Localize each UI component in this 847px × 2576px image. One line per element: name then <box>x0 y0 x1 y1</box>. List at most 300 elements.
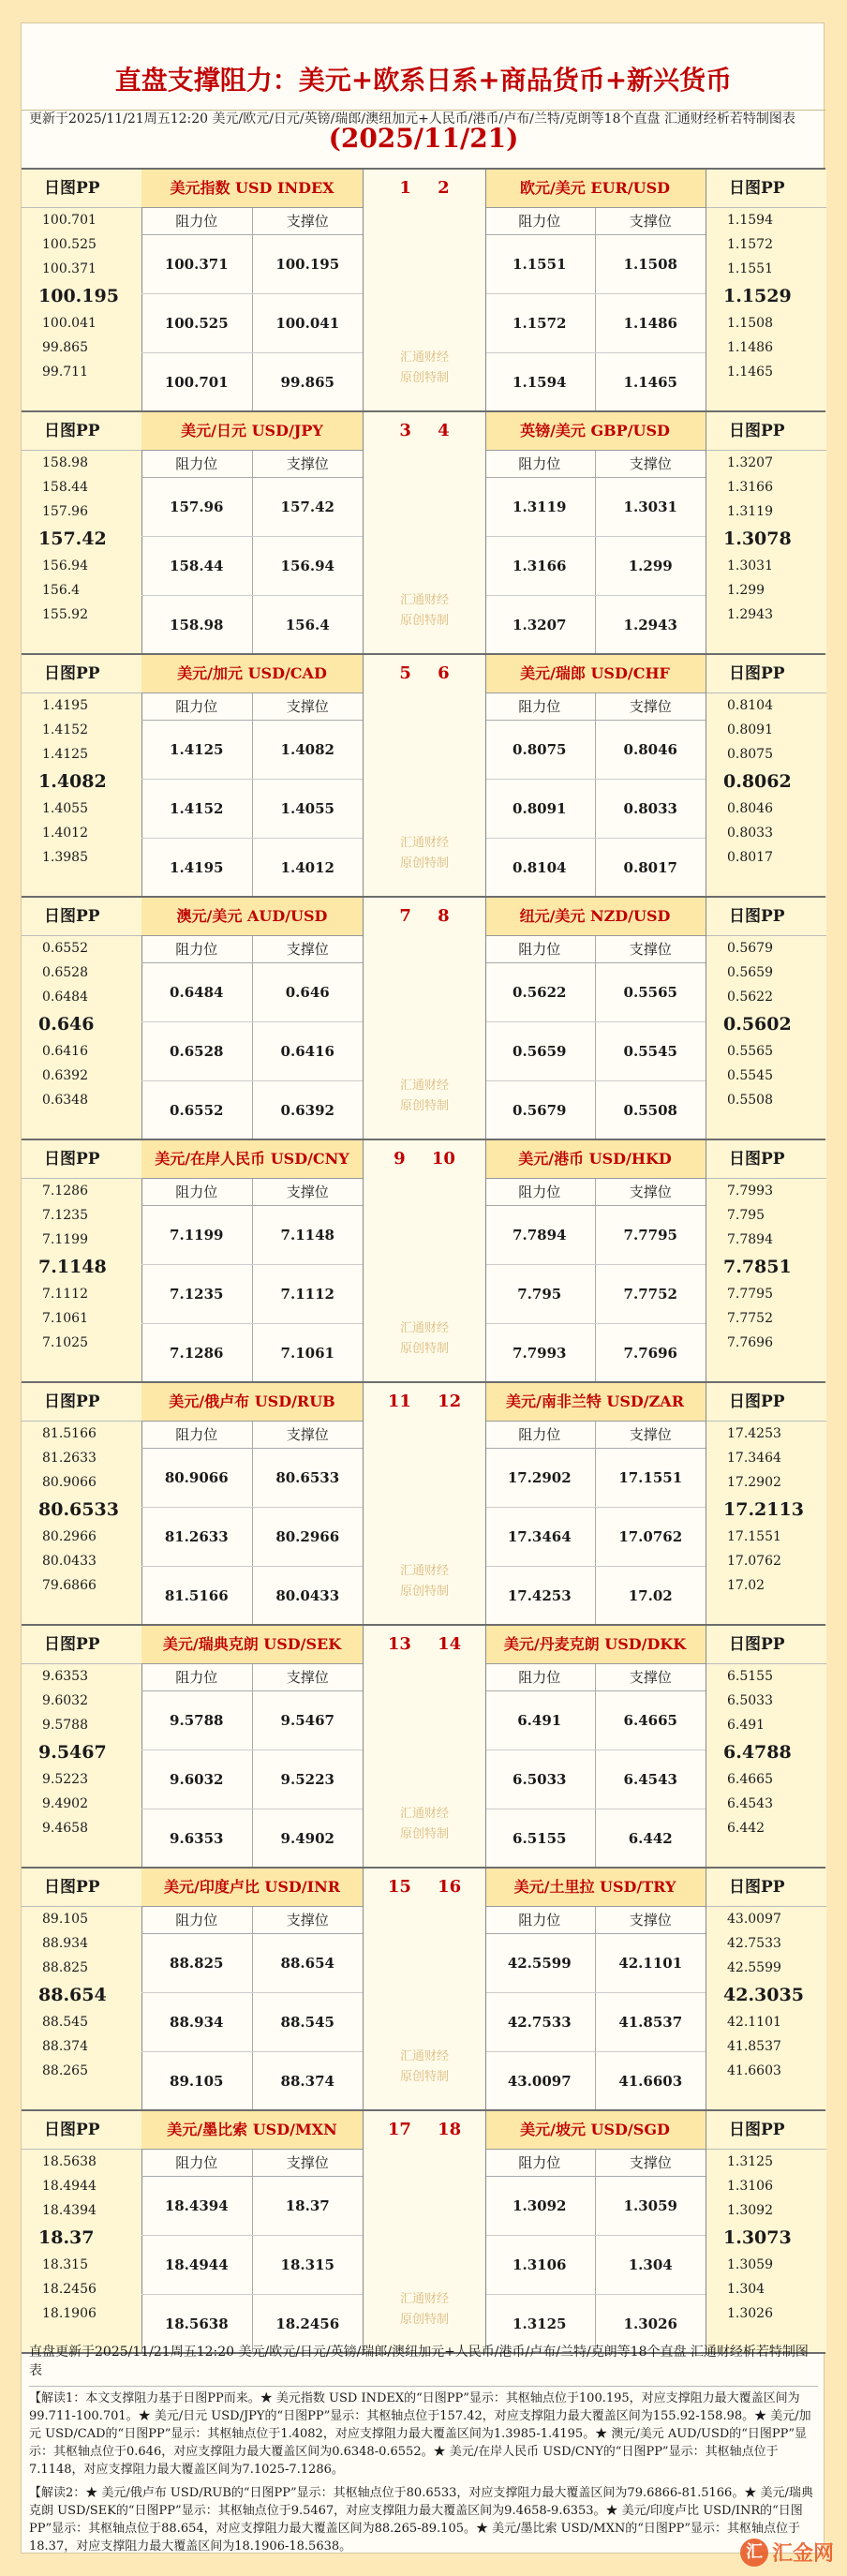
resistance-value: 0.8104 <box>484 839 596 897</box>
pivot-value: 17.2113 <box>723 1499 804 1520</box>
pair-numbers: 11 12 <box>387 1392 462 1411</box>
pivot-value: 18.37 <box>38 2227 95 2248</box>
pair-block <box>22 2109 825 2354</box>
pp-column-left <box>22 412 142 653</box>
support-value: 1.3059 <box>623 2197 677 2214</box>
resistance-header: 阻力位 <box>484 693 596 720</box>
support-value: 1.1508 <box>623 256 677 273</box>
pp-value: 81.2633 <box>42 1451 97 1466</box>
pair-column-right <box>484 655 706 896</box>
pivot-table <box>22 168 825 2354</box>
pp-value: 7.1235 <box>42 1208 88 1223</box>
pp-title: 日图PP <box>706 1383 826 1422</box>
pp-value: 0.6528 <box>42 965 88 980</box>
resistance-value: 9.6353 <box>141 1809 253 1868</box>
pp-value: 7.7696 <box>727 1335 773 1350</box>
level-row <box>141 1324 363 1382</box>
level-header <box>484 1422 706 1449</box>
level-header <box>484 1179 706 1206</box>
resistance-value: 100.701 <box>141 353 253 411</box>
pp-value: 1.4012 <box>42 826 88 841</box>
resistance-value: 1.3106 <box>484 2236 596 2294</box>
level-row <box>484 1567 706 1625</box>
pp-value: 41.8537 <box>727 2039 781 2054</box>
pair-column-right <box>484 2111 706 2352</box>
resistance-value: 81.5166 <box>141 1567 253 1625</box>
support-header: 支撑位 <box>286 698 329 715</box>
note-2: 【解读2：★ 美元/俄卢布 USD/RUB的“日图PP”显示：其枢轴点位于80.6533，对应支撑阻力最大覆盖区间为79.6866-81.5166。★ 美元/瑞典克朗 USD/SEK的“日图PP”显示：其枢轴点位于9.5467，对应支撑阻力最大覆盖区间为9.4658-9.6353。★ 美元/印度卢比 USD/INR的“日图PP”显示：其枢轴点位于88.654，对应支撑阻力最大覆盖区间为88.265-89.105。★ 美元/墨比索 USD/MXN的“日图PP”显示：其枢轴点位于18.37，对应支撑阻力最大覆盖区间为18.1906-18.5638。 <box>29 2486 813 2554</box>
update-text: 更新于2025/11/21周五12:20 美元/欧元/日元/英镑/瑞郎/澳纽加元+人民币/港币/卢布/兰特/克朗等18个直盘 <box>29 112 661 127</box>
pivot-value: 0.5602 <box>723 1014 792 1035</box>
pair-numbers: 3 4 <box>399 421 450 440</box>
pp-value: 156.4 <box>42 583 81 598</box>
pp-value: 80.2966 <box>42 1529 97 1544</box>
resistance-header: 阻力位 <box>484 2150 596 2176</box>
support-value: 100.041 <box>275 315 340 332</box>
pp-column-left <box>22 170 142 410</box>
support-header: 支撑位 <box>629 941 672 958</box>
level-header <box>141 1179 363 1206</box>
level-row <box>141 235 363 294</box>
level-row <box>484 353 706 411</box>
pp-value: 1.3119 <box>727 504 773 519</box>
pp-column-right <box>706 1140 826 1381</box>
level-row <box>484 1750 706 1809</box>
pp-value: 42.7533 <box>727 1936 781 1951</box>
pp-value: 7.7752 <box>727 1311 773 1326</box>
pp-value: 1.4055 <box>42 801 88 816</box>
pp-title: 日图PP <box>22 1140 141 1179</box>
pair-column-left <box>141 2111 363 2352</box>
support-header: 支撑位 <box>629 1669 672 1686</box>
level-row <box>141 1449 363 1508</box>
level-header <box>484 2150 706 2177</box>
support-value: 18.2456 <box>275 2315 340 2332</box>
center-column <box>363 1383 486 1624</box>
support-value: 1.4082 <box>280 741 334 758</box>
pair-name: 美元/印度卢比 USD/INR <box>141 1869 363 1907</box>
pp-value: 9.4902 <box>42 1796 88 1811</box>
resistance-value: 0.8075 <box>484 721 596 779</box>
center-column <box>363 2111 486 2352</box>
resistance-value: 1.1551 <box>484 235 596 293</box>
support-header: 支撑位 <box>629 1912 672 1928</box>
pp-value: 6.5033 <box>727 1693 773 1708</box>
watermark-stamp: 汇通财经 原创特制 <box>399 350 449 385</box>
support-value: 0.8017 <box>623 859 677 876</box>
support-value: 88.374 <box>280 2073 334 2090</box>
pp-column-right <box>706 170 826 410</box>
pair-name: 美元/俄卢布 USD/RUB <box>141 1383 363 1422</box>
pp-title: 日图PP <box>706 2111 826 2150</box>
level-row <box>141 596 363 654</box>
pivot-value: 42.3035 <box>723 1985 804 2005</box>
level-row <box>141 1508 363 1567</box>
support-value: 9.5467 <box>280 1712 334 1729</box>
support-value: 41.6603 <box>618 2073 683 2090</box>
pair-column-left <box>141 1869 363 2109</box>
pp-value: 6.442 <box>727 1821 765 1836</box>
support-value: 18.37 <box>285 2197 330 2214</box>
pp-value: 41.6603 <box>727 2063 781 2078</box>
resistance-value: 17.2902 <box>484 1449 596 1507</box>
resistance-header: 阻力位 <box>484 451 596 477</box>
level-row <box>484 596 706 654</box>
resistance-header: 阻力位 <box>484 1907 596 1933</box>
pp-column-right <box>706 655 826 896</box>
level-row <box>141 294 363 353</box>
resistance-value: 1.3119 <box>484 478 596 536</box>
support-header: 支撑位 <box>629 1184 672 1200</box>
level-header <box>141 936 363 963</box>
level-header <box>484 451 706 478</box>
resistance-header: 阻力位 <box>141 936 253 962</box>
center-column <box>363 170 486 410</box>
support-value: 17.1551 <box>618 1469 683 1486</box>
resistance-value: 1.4125 <box>141 721 253 779</box>
resistance-header: 阻力位 <box>484 1664 596 1690</box>
level-header <box>484 1664 706 1691</box>
pair-column-right <box>484 1383 706 1624</box>
level-row <box>141 2236 363 2295</box>
level-row <box>141 353 363 411</box>
center-column <box>363 1869 486 2109</box>
level-header <box>484 208 706 235</box>
support-value: 7.1061 <box>280 1345 334 1362</box>
level-row <box>141 721 363 780</box>
support-header: 支撑位 <box>629 698 672 715</box>
resistance-value: 0.6484 <box>141 963 253 1021</box>
pp-value: 6.491 <box>727 1718 765 1733</box>
level-header <box>141 1422 363 1449</box>
pp-value: 1.3985 <box>42 850 88 865</box>
pivot-value: 80.6533 <box>38 1499 119 1520</box>
pp-value: 9.6353 <box>42 1669 88 1684</box>
pp-value: 88.934 <box>42 1936 88 1951</box>
pp-column-right <box>706 1626 826 1867</box>
support-value: 1.1465 <box>623 374 677 391</box>
support-value: 0.8033 <box>623 800 677 817</box>
level-row <box>484 1022 706 1081</box>
resistance-value: 158.98 <box>141 596 253 654</box>
pivot-value: 6.4788 <box>723 1742 792 1763</box>
pair-numbers: 9 10 <box>394 1149 455 1169</box>
support-value: 7.7795 <box>623 1227 677 1243</box>
resistance-value: 18.4944 <box>141 2236 253 2294</box>
resistance-value: 42.7533 <box>484 1993 596 2051</box>
pair-name: 美元/坡元 USD/SGD <box>484 2111 706 2150</box>
pair-column-left <box>141 898 363 1139</box>
pp-value: 1.1465 <box>727 365 773 380</box>
pp-value: 100.041 <box>42 316 97 331</box>
support-value: 0.8046 <box>623 741 677 758</box>
pp-value: 7.1112 <box>42 1287 88 1302</box>
level-row <box>484 1265 706 1324</box>
pp-column-left <box>22 1140 142 1381</box>
pp-title: 日图PP <box>706 170 826 208</box>
support-value: 80.0433 <box>275 1587 340 1604</box>
pp-value: 100.701 <box>42 213 97 228</box>
pp-value: 6.5155 <box>727 1669 773 1684</box>
watermark-stamp: 汇通财经 原创特制 <box>399 1079 449 1113</box>
pair-name: 美元/日元 USD/JPY <box>141 412 363 451</box>
pp-value: 17.3464 <box>727 1451 781 1466</box>
pp-value: 1.2943 <box>727 607 773 622</box>
pp-value: 0.6392 <box>42 1068 88 1083</box>
pp-value: 0.5545 <box>727 1068 773 1083</box>
resistance-value: 6.5033 <box>484 1750 596 1809</box>
pair-numbers: 17 18 <box>387 2120 462 2139</box>
pp-column-right <box>706 2111 826 2352</box>
resistance-value: 100.371 <box>141 235 253 293</box>
pp-value: 1.4125 <box>42 747 88 762</box>
support-value: 0.646 <box>285 984 330 1001</box>
support-value: 1.304 <box>628 2256 673 2273</box>
support-value: 157.42 <box>280 499 334 515</box>
pp-column-right <box>706 898 826 1139</box>
level-row <box>484 1508 706 1567</box>
pair-numbers: 15 16 <box>387 1877 462 1897</box>
support-value: 18.315 <box>280 2256 334 2273</box>
pp-column-left <box>22 1383 142 1624</box>
pp-value: 0.8017 <box>727 850 773 865</box>
level-row <box>484 2052 706 2110</box>
resistance-value: 0.6552 <box>141 1081 253 1139</box>
level-header <box>484 693 706 721</box>
support-header: 支撑位 <box>286 1669 329 1686</box>
support-value: 6.442 <box>628 1830 673 1847</box>
pp-title: 日图PP <box>22 2111 141 2150</box>
pp-column-left <box>22 2111 142 2352</box>
pair-block <box>22 1624 825 1867</box>
support-value: 88.654 <box>280 1955 334 1972</box>
pp-value: 7.1286 <box>42 1184 88 1199</box>
pp-value: 9.5788 <box>42 1718 88 1733</box>
level-row <box>141 1934 363 1993</box>
support-value: 1.3031 <box>623 499 677 515</box>
pp-value: 17.4253 <box>727 1426 781 1441</box>
level-row <box>141 1691 363 1750</box>
pp-value: 18.4394 <box>42 2203 97 2218</box>
pp-value: 0.6348 <box>42 1093 88 1108</box>
pair-column-right <box>484 898 706 1139</box>
pp-value: 18.1906 <box>42 2306 97 2321</box>
support-value: 1.2943 <box>623 617 677 633</box>
pp-value: 158.44 <box>42 480 88 495</box>
pp-value: 7.7795 <box>727 1287 773 1302</box>
level-row <box>141 780 363 839</box>
pp-value: 1.3125 <box>727 2154 773 2169</box>
level-row <box>484 1691 706 1750</box>
pp-value: 0.5679 <box>727 941 773 956</box>
pair-name: 澳元/美元 AUD/USD <box>141 898 363 936</box>
pair-block <box>22 410 825 653</box>
pp-value: 0.6552 <box>42 941 88 956</box>
level-row <box>484 294 706 353</box>
level-header <box>484 1907 706 1934</box>
watermark-stamp: 汇通财经 原创特制 <box>399 2292 449 2327</box>
pp-value: 1.304 <box>727 2282 765 2297</box>
pp-value: 80.0433 <box>42 1554 97 1569</box>
pair-numbers: 13 14 <box>387 1634 462 1654</box>
report-frame <box>21 22 825 2554</box>
resistance-header: 阻力位 <box>141 1179 253 1205</box>
site-logo <box>740 2538 834 2567</box>
resistance-value: 1.4152 <box>141 780 253 838</box>
resistance-value: 1.1594 <box>484 353 596 411</box>
level-row <box>141 1265 363 1324</box>
logo-text: 汇金网 <box>771 2542 834 2566</box>
resistance-value: 7.7894 <box>484 1206 596 1264</box>
pp-value: 88.545 <box>42 2015 88 2030</box>
pp-title: 日图PP <box>22 1626 141 1664</box>
support-value: 6.4543 <box>623 1771 677 1788</box>
pp-column-left <box>22 1869 142 2109</box>
resistance-header: 阻力位 <box>141 693 253 720</box>
pp-value: 17.2902 <box>727 1475 781 1490</box>
pivot-value: 7.7851 <box>723 1257 792 1277</box>
support-header: 支撑位 <box>629 1426 672 1443</box>
resistance-value: 157.96 <box>141 478 253 536</box>
pp-value: 9.4658 <box>42 1821 88 1836</box>
level-row <box>141 2177 363 2236</box>
support-value: 1.4055 <box>280 800 334 817</box>
support-value: 156.94 <box>280 558 334 574</box>
level-row <box>141 963 363 1022</box>
level-header <box>484 936 706 963</box>
resistance-value: 7.1235 <box>141 1265 253 1323</box>
resistance-value: 0.6528 <box>141 1022 253 1080</box>
pair-name: 美元/南非兰特 USD/ZAR <box>484 1383 706 1422</box>
level-row <box>484 537 706 596</box>
level-row <box>484 235 706 294</box>
pp-value: 1.3106 <box>727 2179 773 2194</box>
pp-title: 日图PP <box>22 170 141 208</box>
pp-title: 日图PP <box>706 1626 826 1664</box>
pp-column-left <box>22 898 142 1139</box>
page-title: 直盘支撑阻力：美元+欧系日系+商品货币+新兴货币(2025/11/21) <box>22 52 825 111</box>
pair-name: 英镑/美元 GBP/USD <box>484 412 706 451</box>
pp-column-left <box>22 655 142 896</box>
pivot-value: 100.195 <box>38 286 119 306</box>
pp-value: 0.6484 <box>42 990 88 1005</box>
support-value: 0.5545 <box>623 1043 677 1060</box>
pp-value: 0.5659 <box>727 965 773 980</box>
pair-name: 美元/在岸人民币 USD/CNY <box>141 1140 363 1179</box>
pp-value: 7.1199 <box>42 1232 88 1247</box>
resistance-value: 1.3166 <box>484 537 596 595</box>
support-header: 支撑位 <box>286 1426 329 1443</box>
resistance-value: 81.2633 <box>141 1508 253 1566</box>
resistance-value: 42.5599 <box>484 1934 596 1992</box>
center-column <box>363 1140 486 1381</box>
pair-column-left <box>141 655 363 896</box>
watermark-stamp: 汇通财经 原创特制 <box>399 1564 449 1599</box>
pair-name: 美元/瑞典克朗 USD/SEK <box>141 1626 363 1664</box>
pp-value: 7.7894 <box>727 1232 773 1247</box>
support-header: 支撑位 <box>286 455 329 472</box>
pp-title: 日图PP <box>22 412 141 451</box>
level-row <box>484 1081 706 1139</box>
pivot-value: 1.4082 <box>38 771 107 792</box>
pp-value: 7.1025 <box>42 1335 88 1350</box>
resistance-value: 0.5679 <box>484 1081 596 1139</box>
pp-title: 日图PP <box>706 655 826 693</box>
pp-title: 日图PP <box>22 898 141 936</box>
level-row <box>484 839 706 897</box>
pp-value: 43.0097 <box>727 1912 781 1927</box>
support-value: 0.6392 <box>280 1102 334 1119</box>
support-value: 41.8537 <box>618 2014 683 2031</box>
pp-value: 6.4543 <box>727 1796 773 1811</box>
pp-value: 88.825 <box>42 1960 88 1975</box>
center-column <box>363 1626 486 1867</box>
resistance-value: 6.5155 <box>484 1809 596 1868</box>
pp-value: 80.9066 <box>42 1475 97 1490</box>
pp-value: 1.1572 <box>727 237 773 252</box>
pp-title: 日图PP <box>706 1140 826 1179</box>
support-value: 7.7696 <box>623 1345 677 1362</box>
pair-name: 美元/土里拉 USD/TRY <box>484 1869 706 1907</box>
pp-column-right <box>706 412 826 653</box>
pp-value: 1.1508 <box>727 316 773 331</box>
level-row <box>484 2177 706 2236</box>
level-row <box>141 2052 363 2110</box>
pp-column-right <box>706 1383 826 1624</box>
level-row <box>484 780 706 839</box>
support-value: 7.7752 <box>623 1286 677 1303</box>
support-value: 6.4665 <box>623 1712 677 1729</box>
watermark-stamp: 汇通财经 原创特制 <box>399 593 449 628</box>
resistance-value: 7.795 <box>484 1265 596 1323</box>
pp-value: 1.4195 <box>42 698 88 713</box>
resistance-value: 17.4253 <box>484 1567 596 1625</box>
resistance-header: 阻力位 <box>141 451 253 477</box>
level-row <box>141 1081 363 1139</box>
pp-value: 0.8104 <box>727 698 773 713</box>
pair-block <box>22 1381 825 1624</box>
logo-icon: 汇 <box>740 2539 768 2567</box>
pp-value: 0.5565 <box>727 1044 773 1059</box>
pp-value: 0.5508 <box>727 1093 773 1108</box>
pair-column-right <box>484 1626 706 1867</box>
pp-value: 6.4665 <box>727 1772 773 1787</box>
support-value: 1.299 <box>628 558 673 574</box>
level-header <box>141 208 363 235</box>
pp-value: 156.94 <box>42 558 88 573</box>
pp-column-left <box>22 1626 142 1867</box>
pp-value: 0.8091 <box>727 722 773 737</box>
pp-value: 89.105 <box>42 1912 88 1927</box>
level-header <box>141 2150 363 2177</box>
support-value: 1.3026 <box>623 2315 677 2332</box>
resistance-header: 阻力位 <box>484 208 596 234</box>
pp-value: 1.3059 <box>727 2257 773 2272</box>
pair-name: 欧元/美元 EUR/USD <box>484 170 706 208</box>
pair-block <box>22 896 825 1139</box>
support-value: 17.02 <box>628 1587 673 1604</box>
pp-value: 158.98 <box>42 455 88 470</box>
pp-value: 88.374 <box>42 2039 88 2054</box>
pp-title: 日图PP <box>706 898 826 936</box>
pair-name: 美元/港币 USD/HKD <box>484 1140 706 1179</box>
resistance-value: 88.934 <box>141 1993 253 2051</box>
pp-value: 100.371 <box>42 261 97 276</box>
resistance-value: 0.8091 <box>484 780 596 838</box>
pp-value: 18.5638 <box>42 2154 97 2169</box>
pair-numbers: 5 6 <box>399 663 450 683</box>
pp-value: 0.8033 <box>727 826 773 841</box>
